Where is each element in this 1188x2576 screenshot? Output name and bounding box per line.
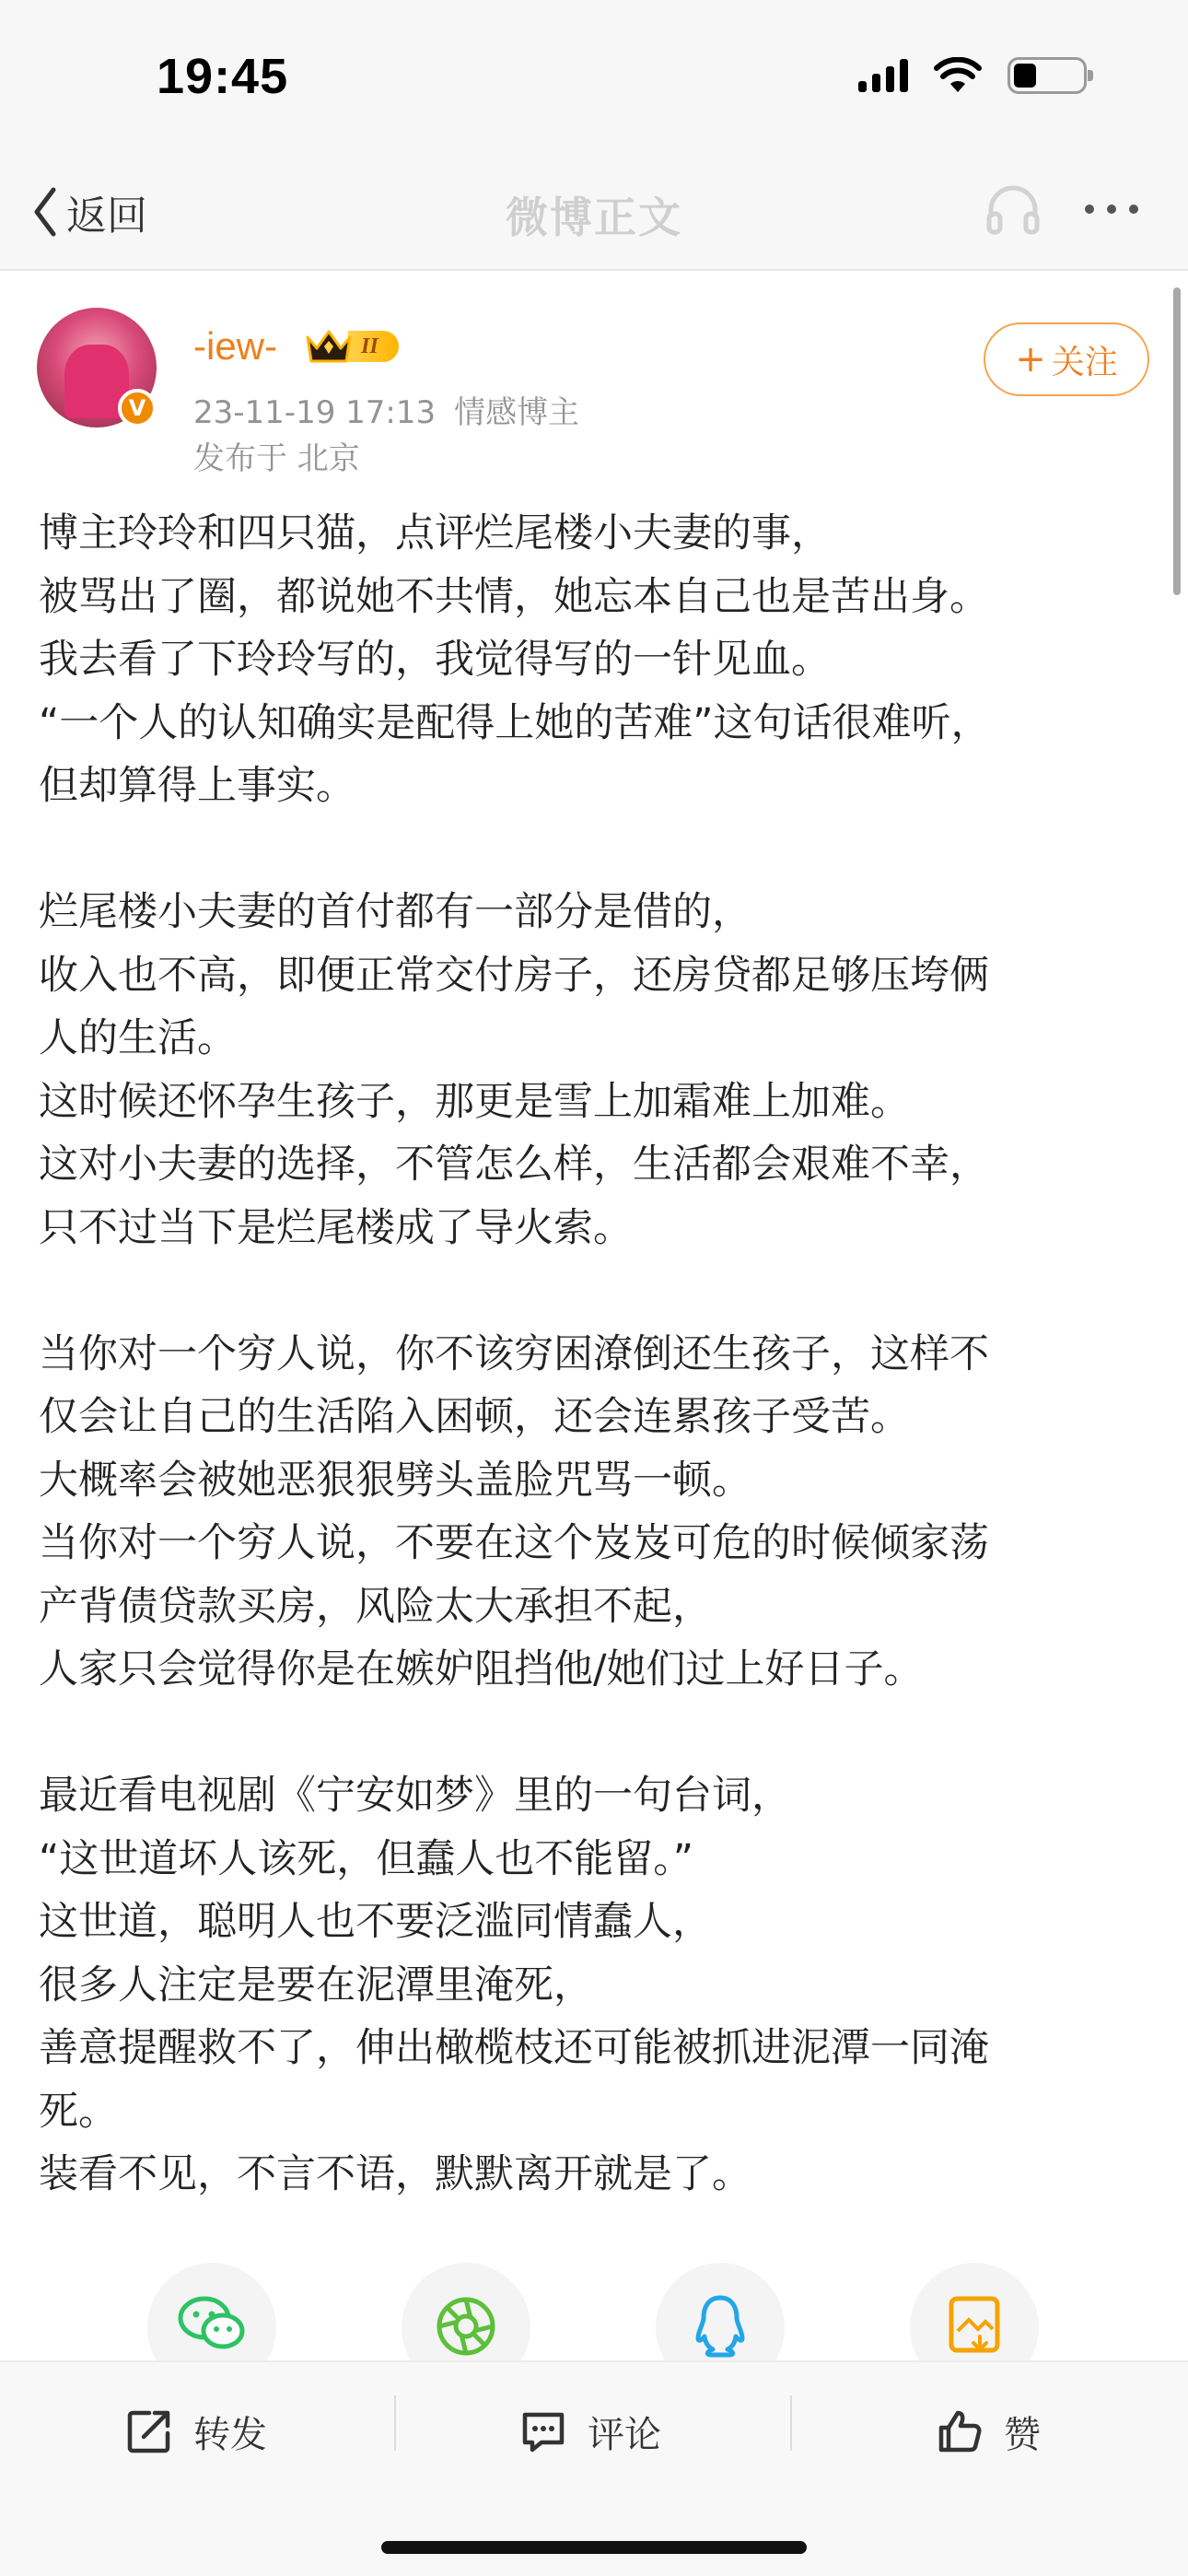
battery-icon [1007,57,1087,94]
post-text-line: 很多人注定是要在泥潭里淹死， [39,1961,593,2008]
divider [790,2395,792,2451]
post-text-line: 当你对一个穷人说，你不该穷困潦倒还生孩子，这样不 [39,1330,989,1377]
nav-bar [0,157,1188,271]
back-label: 返回 [66,193,147,240]
qq-icon [693,2294,748,2359]
cellular-signal-icon [858,59,908,92]
post-text-line: 大概率会被她恶狠狠劈头盖脸咒骂一顿。 [39,1457,751,1504]
paragraph-spacer [39,1259,1153,1323]
post-text-line: 死。 [39,2088,118,2135]
vip-level: II [348,331,399,362]
post-text-line: 收入也不高，即便正常交付房子，还房贷都足够压垮俩 [39,952,989,999]
repost-label: 转发 [193,2413,267,2456]
save-image-icon [947,2294,1002,2355]
post-text-line: 被骂出了圈，都说她不共情，她忘本自己也是苦出身。 [39,573,989,620]
crown-icon [304,328,354,365]
page-title: 微博正文 [506,193,682,242]
post-text-line: 我去看了下玲玲写的，我觉得写的一针见血。 [39,637,831,683]
scrollbar[interactable] [1173,287,1181,595]
verified-badge: V [118,389,157,427]
post-text-line: 善意提醒救不了，伸出橄榄枝还可能被抓进泥潭一同淹 [39,2025,989,2071]
post-text-line: 只不过当下是烂尾楼成了导火索。 [39,1204,633,1251]
headphone-icon[interactable] [984,181,1042,240]
wechat-icon [177,2294,247,2353]
post-text-line: 这世道，聪明人也不要泛滥同情蠢人， [39,1899,712,1945]
post-time: 23-11-19 17:13 [193,394,437,431]
more-icon[interactable] [1085,205,1138,214]
post-text-line: 这时候还怀孕生孩子，那更是雪上加霜难上加难。 [39,1078,910,1125]
comment-button[interactable] [519,2399,661,2464]
thumbs-up-icon [936,2407,984,2455]
vip-badge[interactable] [304,328,399,365]
like-button[interactable] [936,2399,1041,2464]
battery-fill [1014,64,1036,88]
post-location: 发布于 北京 [193,440,360,477]
post-body [39,502,1153,2207]
author-tag: 情感博主 [454,394,580,431]
moments-icon [434,2294,498,2359]
author-name[interactable]: -iew- [193,324,277,368]
wifi-icon [934,57,982,94]
post-text-line: 产背债贷款买房，风险太大承担不起， [39,1583,712,1630]
status-icons [858,57,1087,94]
post-text-line: 装看不见，不言不语，默默离开就是了。 [39,2151,751,2197]
post-meta [193,387,579,432]
follow-label: 关注 [1051,343,1118,381]
repost-button[interactable] [125,2399,267,2464]
post-text-line: 仅会让自己的生活陷入困顿，还会连累孩子受苦。 [39,1394,910,1440]
post-text-line: 当你对一个穷人说，不要在这个岌岌可危的时候倾家荡 [39,1520,989,1566]
post-text-line: 这对小夫妻的选择，不管怎么样，生活都会艰难不幸， [39,1142,989,1188]
post-text-line: 烂尾楼小夫妻的首付都有一部分是借的， [39,889,751,935]
share-arrow-icon [125,2407,173,2455]
post-text-line: “一个人的认知确实是配得上她的苦难”这句话很难听， [39,699,991,746]
paragraph-spacer [39,1702,1153,1765]
comment-label: 评论 [588,2413,661,2456]
action-bar [0,2360,1188,2576]
status-bar [0,0,1188,157]
post-text-line: 最近看电视剧《宁安如梦》里的一句台词， [39,1773,791,1819]
divider [394,2395,396,2451]
post-text-line: “这世道坏人该死，但蠢人也不能留。” [39,1835,694,1882]
post-text-line: 人家只会觉得你是在嫉妒阻挡他/她们过上好日子。 [39,1646,924,1692]
post-text-line: 人的生活。 [39,1015,237,1061]
comment-icon [519,2407,567,2455]
paragraph-spacer [39,818,1153,882]
plus-icon: + [1015,338,1046,381]
post-text-line: 博主玲玲和四只猫，点评烂尾楼小夫妻的事， [39,510,831,556]
follow-button[interactable] [984,322,1149,396]
like-label: 赞 [1004,2413,1041,2456]
home-indicator[interactable] [381,2541,807,2554]
status-time: 19:45 [157,49,289,104]
post-text-line: 但却算得上事实。 [39,763,355,809]
